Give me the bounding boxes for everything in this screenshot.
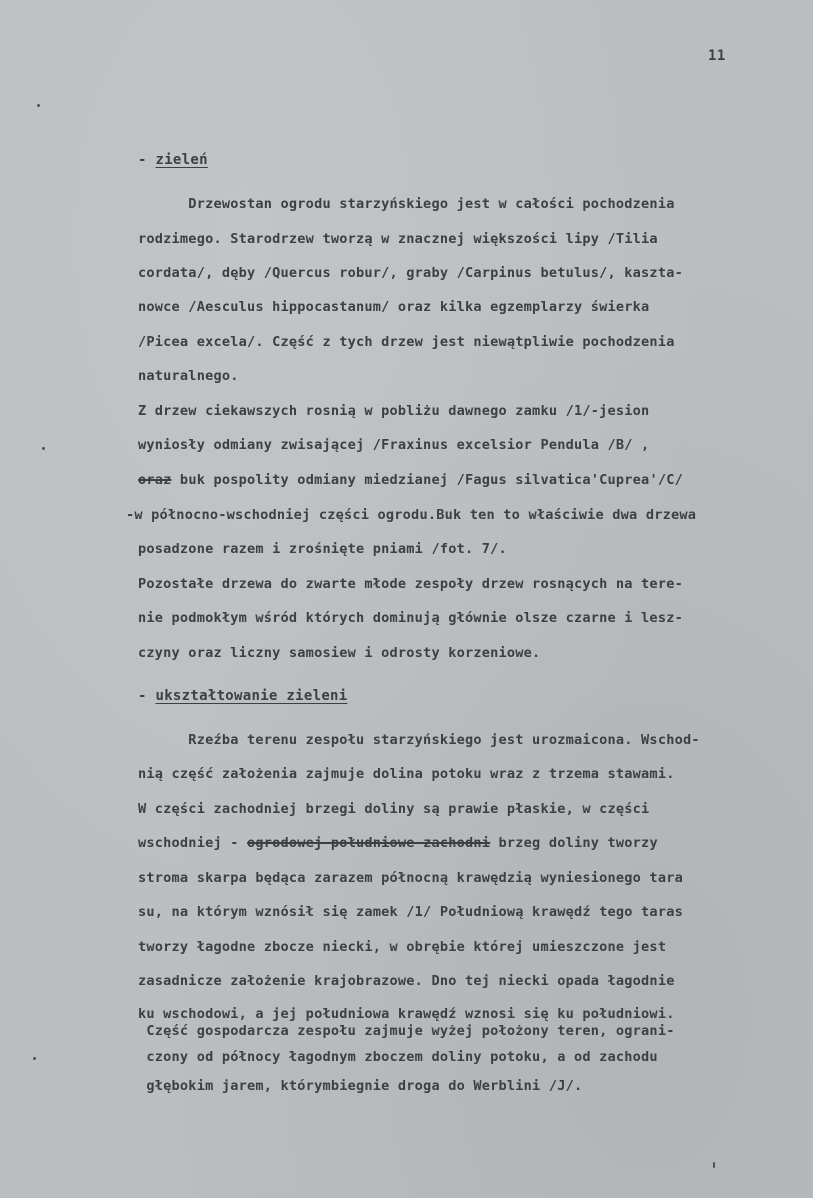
text-line: -w północno-wschodniej części ogrodu.Buk ten to właściwie dwa drzewa <box>126 507 697 523</box>
text-line <box>138 472 683 488</box>
text-line: rodzimego. Starodrzew tworzą w znacznej większości lipy /Tilia <box>138 231 658 247</box>
text-line: /Picea excela/. Część z tych drzew jest niewątpliwie pochodzenia <box>138 334 675 350</box>
text-line: cordata/, dęby /Quercus robur/, graby /Carpinus betulus/, kaszta- <box>138 265 683 281</box>
text-line: nią część założenia zajmuje dolina potoku wraz z trzema stawami. <box>138 766 675 782</box>
page-number: 11 <box>708 48 726 64</box>
text-line: tworzy łagodne zbocze niecki, w obrębie której umieszczone jest <box>138 939 667 955</box>
text-line: czyny oraz liczny samosiew i odrosty korzeniowe. <box>138 645 541 661</box>
text-line: W części zachodniej brzegi doliny są prawie płaskie, w części <box>138 801 650 817</box>
text-line: stroma skarpa będąca zarazem północną krawędzią wyniesionego tara <box>138 870 683 886</box>
paper-speck <box>42 447 45 450</box>
struck-text: oraz <box>138 472 172 488</box>
text-line <box>138 835 658 851</box>
section-heading-zielen: - zieleń <box>138 152 208 168</box>
text-line: su, na którym wznósił się zamek /1/ Południową krawędź tego taras <box>138 904 683 920</box>
text-line: Drzewostan ogrodu starzyńskiego jest w całości pochodzenia <box>138 196 675 212</box>
text-line: posadzone razem i zrośnięte pniami /fot. 7/. <box>138 541 507 557</box>
text-line: Z drzew ciekawszych rosnią w pobliżu dawnego zamku /1/-jesion <box>138 403 650 419</box>
paper-speck <box>37 104 40 107</box>
text-line: nie podmokłym wśród których dominują głównie olsze czarne i lesz- <box>138 610 683 626</box>
line-text: buk pospolity odmiany miedzianej /Fagus silvatica'Cuprea'/C/ <box>171 472 683 488</box>
text-line: Pozostałe drzewa do zwarte młode zespoły drzew rosnących na tere- <box>138 576 683 592</box>
text-line: zasadnicze założenie krajobrazowe. Dno tej niecki opada łagodnie <box>138 973 675 989</box>
struck-text: ogrodowej południowe zachodni <box>247 835 491 851</box>
text-line: ku wschodowi, a jej południowa krawędź wznosi się ku południowi. <box>138 1006 675 1022</box>
paper-speck <box>33 1057 36 1060</box>
text-line: naturalnego. <box>138 368 239 384</box>
text-line: głębokim jarem, którymbiegnie droga do Werblini /J/. <box>138 1078 583 1094</box>
heading-text: zieleń <box>155 152 208 168</box>
text-line: nowce /Aesculus hippocastanum/ oraz kilka egzemplarzy świerka <box>138 299 650 315</box>
paper-speck <box>713 1162 715 1168</box>
line-text: wschodniej - <box>138 835 247 851</box>
line-text: brzeg doliny tworzy <box>490 835 658 851</box>
section-heading-uksztaltowanie: - ukształtowanie zieleni <box>138 688 348 704</box>
text-line: wyniosły odmiany zwisającej /Fraxinus excelsior Pendula /B/ , <box>138 437 650 453</box>
text-line: czony od północy łagodnym zboczem doliny potoku, a od zachodu <box>138 1049 658 1065</box>
text-line: Rzeźba terenu zespołu starzyńskiego jest urozmaicona. Wschod- <box>138 732 700 748</box>
heading-text: ukształtowanie zieleni <box>155 688 348 704</box>
text-line: Część gospodarcza zespołu zajmuje wyżej położony teren, ograni- <box>138 1023 675 1039</box>
